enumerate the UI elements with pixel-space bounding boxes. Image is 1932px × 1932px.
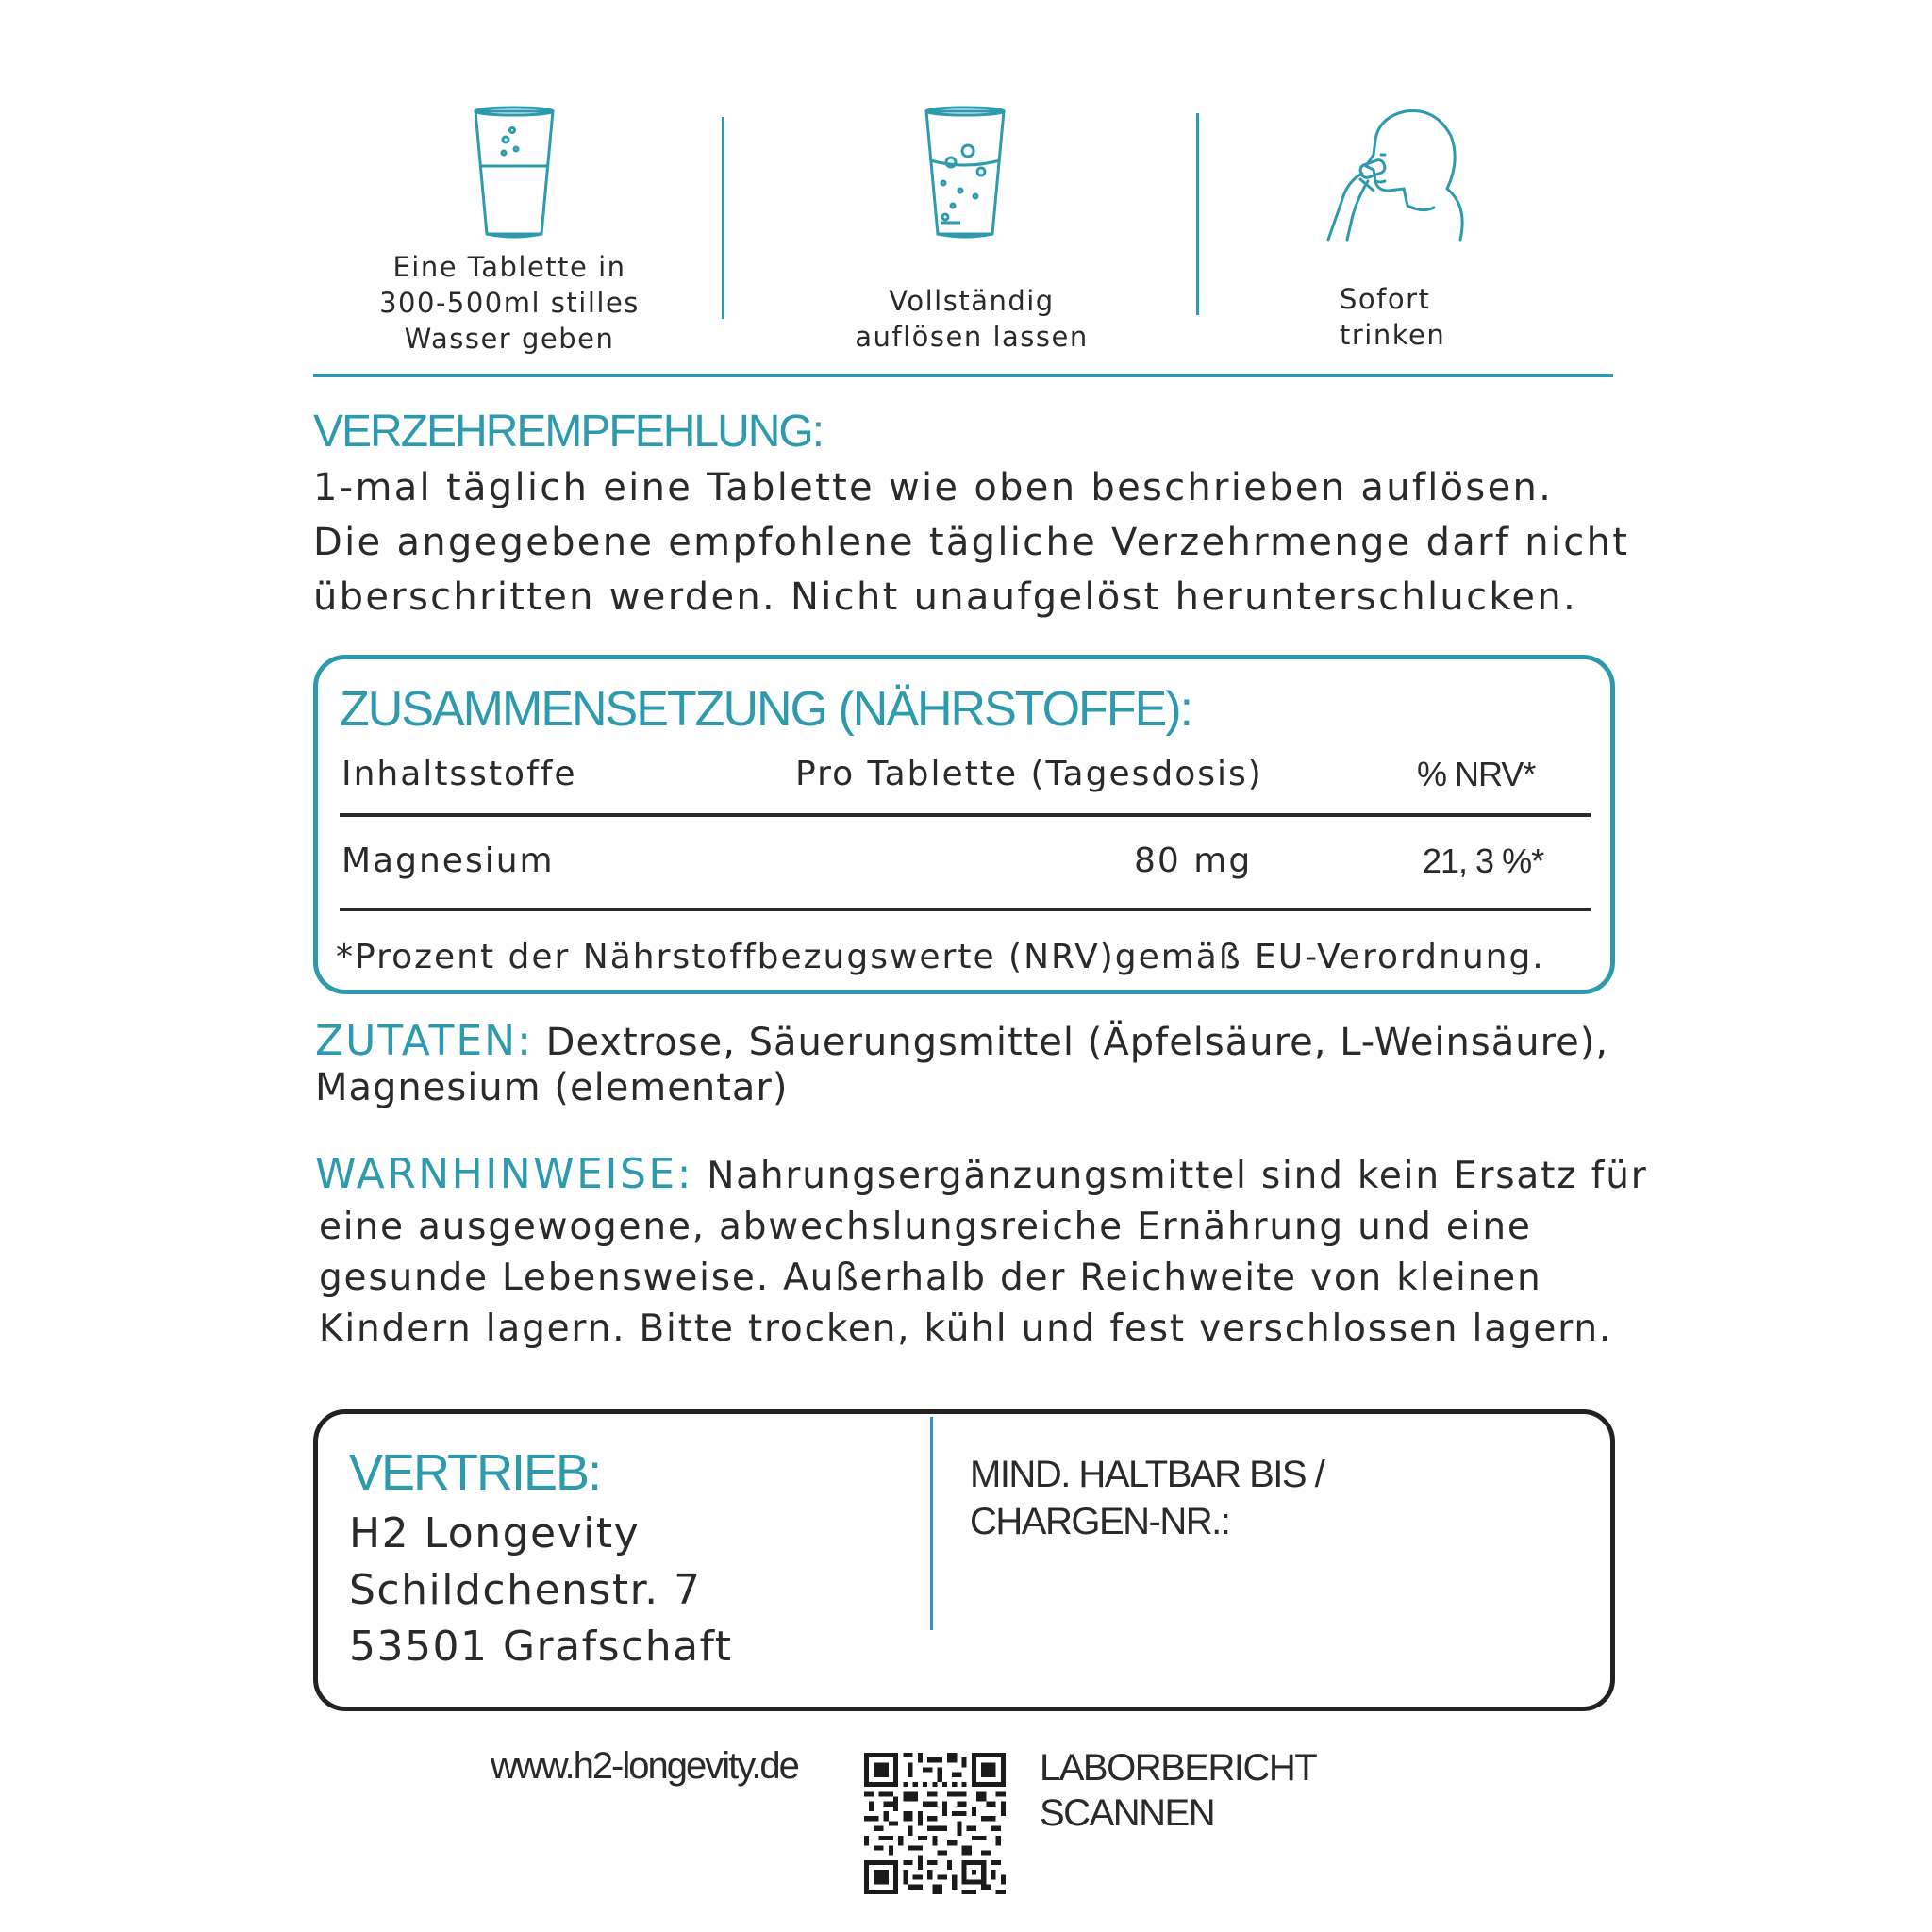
- ingredients-section: [315, 1019, 1655, 1110]
- distribution-heading: VERTRIEB:: [349, 1444, 601, 1501]
- column-header-ingredient: Inhaltsstoffe: [341, 755, 577, 793]
- warnings-line: eine ausgewogene, abwechslungsreiche Ernährung und eine: [319, 1206, 1532, 1248]
- qr-code-icon[interactable]: [864, 1753, 1006, 1894]
- batch-line: MIND. HALTBAR BIS /: [970, 1454, 1324, 1495]
- step-1-line: 300-500ml stilles: [379, 287, 640, 319]
- step-2-text: [811, 283, 1132, 355]
- ingredients-line: Dextrose, Säuerungsmittel (Äpfelsäure, L-Weinsäure),: [545, 1021, 1609, 1064]
- step-2-line: Vollständig: [889, 285, 1055, 317]
- table-row-name: Magnesium: [341, 841, 555, 880]
- scan-label: [1040, 1745, 1316, 1836]
- ingredients-label: ZUTATEN:: [315, 1017, 533, 1065]
- table-rule: [340, 908, 1591, 911]
- box-divider: [930, 1417, 933, 1630]
- person-drinking-icon: [1319, 102, 1475, 243]
- warnings-line: Nahrungsergänzungsmittel sind kein Ersatz für: [707, 1155, 1648, 1197]
- water-glass-icon: [472, 106, 557, 240]
- column-header-amount: Pro Tablette (Tagesdosis): [795, 755, 1263, 793]
- table-row-nrv: 21, 3 %*: [1423, 841, 1544, 880]
- step-divider: [722, 117, 724, 319]
- scan-line: LABORBERICHT: [1040, 1747, 1317, 1789]
- recommendation-line: Die angegebene empfohlene tägliche Verzehrmenge darf nicht: [313, 521, 1630, 564]
- composition-heading: ZUSAMMENSETZUNG (NÄHRSTOFFE):: [340, 682, 1192, 737]
- recommendation-text: [313, 460, 1653, 625]
- warnings-line: gesunde Lebensweise. Außerhalb der Reichweite von kleinen: [319, 1257, 1542, 1299]
- step-1-line: Wasser geben: [404, 323, 615, 355]
- step-2-line: auflösen lassen: [855, 321, 1089, 353]
- column-header-nrv: % NRV*: [1417, 755, 1536, 793]
- warnings-section: [315, 1149, 1674, 1355]
- step-1-text: [349, 249, 670, 357]
- distribution-street: Schildchenstr. 7: [349, 1566, 702, 1614]
- step-divider: [1196, 113, 1199, 315]
- section-divider: [313, 374, 1613, 377]
- distribution-city: 53501 Grafschaft: [349, 1623, 733, 1671]
- step-1-line: Eine Tablette in: [392, 251, 626, 283]
- dissolving-glass-icon: [923, 106, 1008, 240]
- warnings-label: WARNHINWEISE:: [315, 1150, 693, 1198]
- table-rule: [340, 813, 1591, 817]
- scan-line: SCANNEN: [1040, 1792, 1215, 1834]
- step-3-line: Sofort: [1340, 283, 1431, 315]
- composition-footnote: *Prozent der Nährstoffbezugswerte (NRV)gemäß EU-Verordnung.: [336, 938, 1545, 976]
- table-row-amount: 80 mg: [1134, 841, 1253, 880]
- website-link[interactable]: www.h2-longevity.de: [491, 1745, 798, 1787]
- ingredients-line: Magnesium (elementar): [315, 1066, 789, 1109]
- recommendation-heading: VERZEHREMPFEHLUNG:: [313, 407, 824, 457]
- batch-label: [970, 1451, 1324, 1545]
- step-3-text: [1302, 281, 1491, 353]
- warnings-line: Kindern lagern. Bitte trocken, kühl und fest verschlossen lagern.: [319, 1307, 1613, 1350]
- recommendation-line: 1-mal täglich eine Tablette wie oben beschrieben auflösen.: [313, 466, 1554, 509]
- step-3-line: trinken: [1340, 319, 1446, 351]
- recommendation-line: überschritten werden. Nicht unaufgelöst herunterschlucken.: [313, 575, 1577, 619]
- distribution-company: H2 Longevity: [349, 1509, 641, 1557]
- batch-line: CHARGEN-NR.:: [970, 1501, 1230, 1542]
